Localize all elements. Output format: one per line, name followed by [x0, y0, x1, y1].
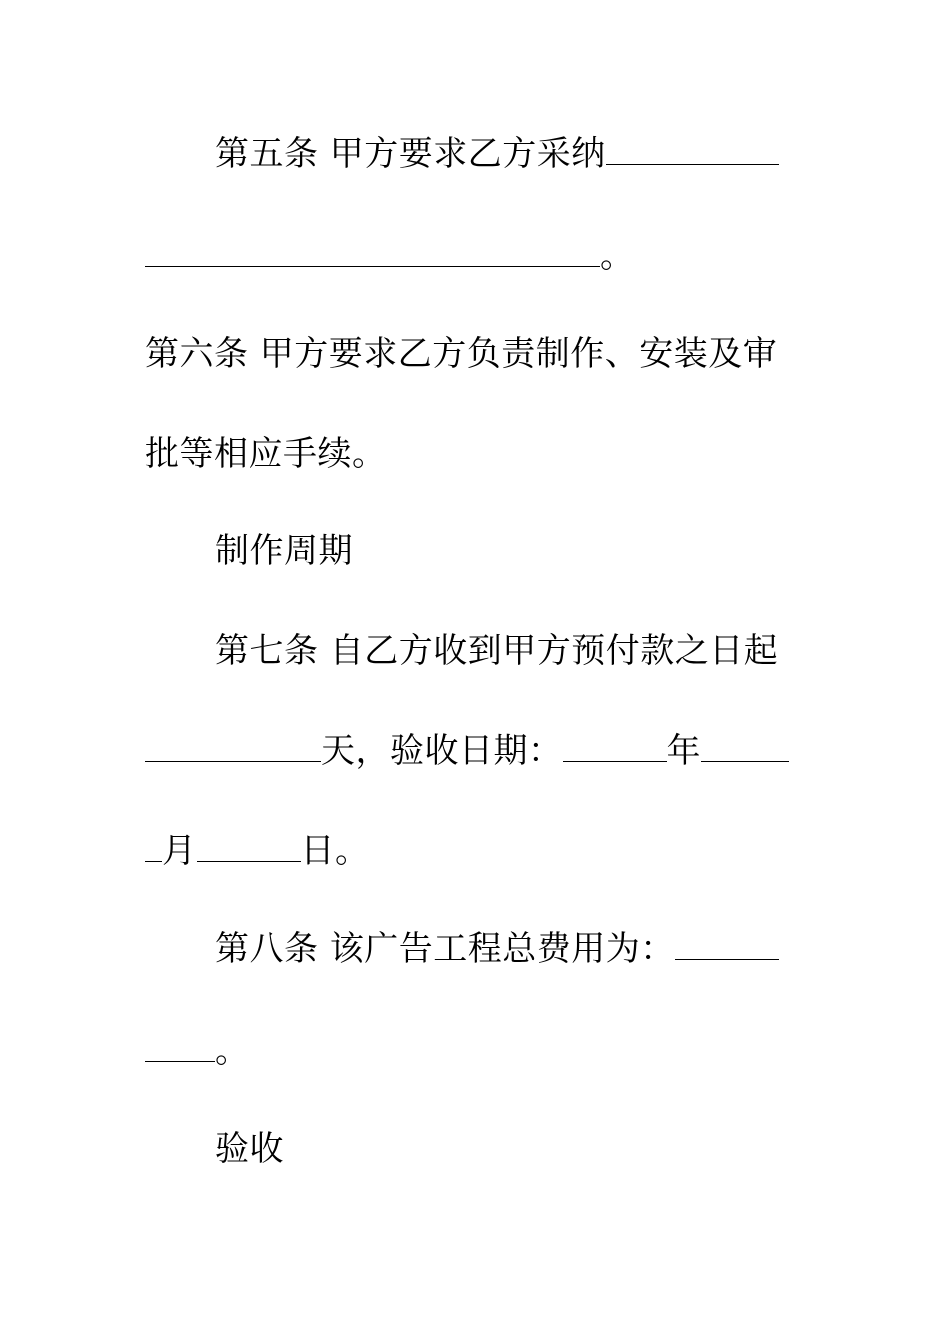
days-acceptance-label: 天，验收日期： [321, 731, 563, 771]
month-blank-cont[interactable] [145, 831, 162, 862]
section-heading-production-period [215, 531, 795, 571]
day-blank[interactable] [197, 831, 301, 862]
article-5-text: 第五条 甲方要求乙方采纳 [215, 134, 606, 174]
article-8-line-2 [145, 1031, 795, 1071]
article-8-line-1 [215, 929, 795, 969]
article-7-line-1 [215, 631, 795, 671]
section-heading-acceptance [215, 1129, 795, 1169]
total-cost-blank-cont[interactable] [145, 1031, 215, 1062]
article-5-line-1 [215, 134, 795, 174]
article-6-line-1 [145, 334, 795, 374]
days-blank[interactable] [145, 731, 321, 762]
article-7-line-3 [145, 831, 795, 871]
year-label: 年 [666, 731, 701, 771]
period: 。 [600, 236, 635, 276]
article-6-text: 第六条 甲方要求乙方负责制作、安装及审 [145, 334, 778, 374]
month-blank[interactable] [701, 731, 789, 762]
month-label: 月 [162, 831, 197, 871]
article-5-line-2 [145, 236, 795, 276]
period: 。 [215, 1031, 250, 1071]
article-6-text-cont: 批等相应手续。 [145, 434, 387, 474]
fill-blank[interactable] [145, 236, 600, 267]
article-7-line-2 [145, 731, 795, 771]
total-cost-blank[interactable] [675, 929, 779, 960]
year-blank[interactable] [563, 731, 667, 762]
heading-text: 验收 [215, 1129, 284, 1169]
article-7-text: 第七条 自乙方收到甲方预付款之日起 [215, 631, 779, 671]
fill-blank[interactable] [606, 134, 779, 165]
article-6-line-2 [145, 434, 795, 474]
heading-text: 制作周期 [215, 531, 353, 571]
article-8-text: 第八条 该广告工程总费用为： [215, 929, 675, 969]
day-label: 日。 [300, 831, 370, 871]
